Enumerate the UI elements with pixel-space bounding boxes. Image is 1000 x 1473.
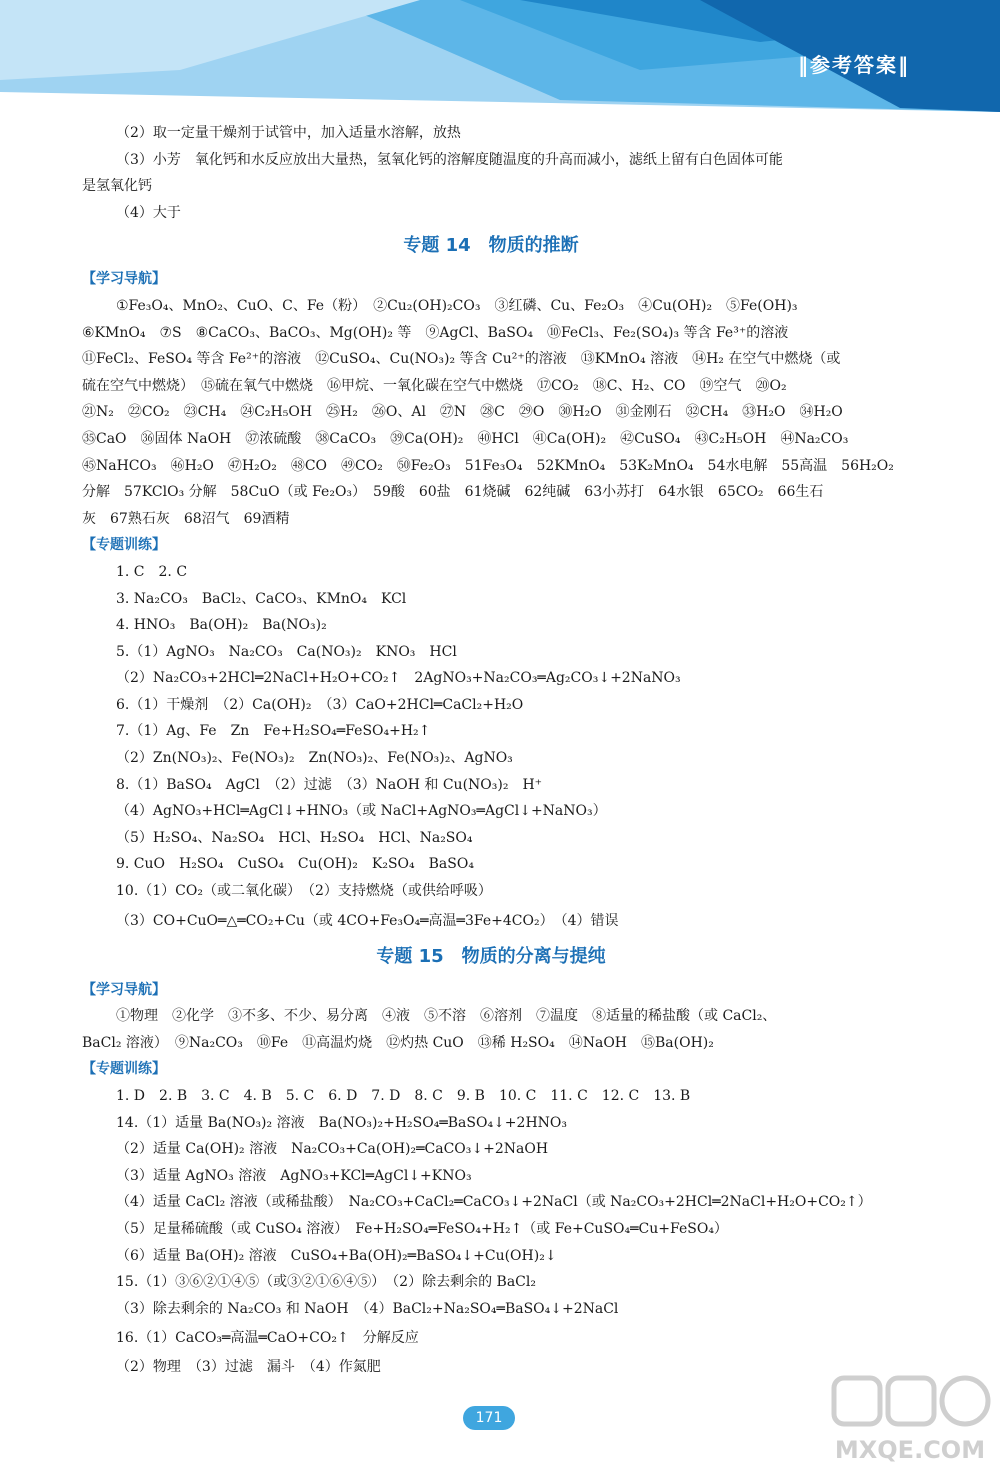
topic15-title: 专题 15 物质的分离与提纯 xyxy=(376,945,606,967)
nav-line: ⑥KMnO₄ ⑦S ⑧CaCO₃、BaCO₃、Mg(OH)₂ 等 ⑨AgCl、BaSO₄ ⑩FeCl₃、Fe₂(SO₄)₃ 等含 Fe³⁺的溶液 xyxy=(82,324,789,341)
topic15-drill-label: 【专题训练】 xyxy=(82,1061,166,1078)
answer-line: （3）CO+CuO═△═CO₂+Cu（或 4CO+Fe₃O₄═高温═3Fe+4CO₂） （4）错误 xyxy=(116,912,619,929)
intro-line: （2）取一定量干燥剂于试管中，加入适量水溶解，放热 xyxy=(116,125,461,141)
answer-line: 6.（1）干燥剂 （2）Ca(OH)₂ （3）CaO+2HCl═CaCl₂+H₂O xyxy=(116,696,524,713)
answer-line: （6）适量 Ba(OH)₂ 溶液 CuSO₄+Ba(OH)₂═BaSO₄↓+Cu(OH)₂↓ xyxy=(116,1247,557,1264)
answer-line: 15.（1）③⑥②①④⑤（或③②①⑥④⑤） （2）除去剩余的 BaCl₂ xyxy=(116,1274,536,1291)
nav-line: ㊺NaHCO₃ ㊻H₂O ㊼H₂O₂ ㊽CO ㊾CO₂ ㊿Fe₂O₃ 51Fe₃O₄ 52KMnO₄ 53K₂MnO₄ 54水电解 55高温 56H₂O₂ xyxy=(82,457,894,474)
watermark-logo xyxy=(828,1372,993,1470)
topic14-nav-label: 【学习导航】 xyxy=(82,271,166,288)
answer-line: （3）适量 AgNO₃ 溶液 AgNO₃+KCl═AgCl↓+KNO₃ xyxy=(116,1167,472,1184)
nav-line: ㉟CaO ㊱固体 NaOH ㊲浓硫酸 ㊳CaCO₃ ㊴Ca(OH)₂ ㊵HCl ㊶Ca(OH)₂ ㊷CuSO₄ ㊸C₂H₅OH ㊹Na₂CO₃ xyxy=(82,430,849,447)
answer-line: 5.（1）AgNO₃ Na₂CO₃ Ca(NO₃)₂ KNO₃ HCl xyxy=(116,643,457,660)
nav-line: 灰 67熟石灰 68沼气 69酒精 xyxy=(82,510,290,527)
nav-line: 分解 57KClO₃ 分解 58CuO（或 Fe₂O₃） 59酸 60盐 61烧碱 62纯碱 63小苏打 64水银 65CO₂ 66生石 xyxy=(82,484,824,501)
nav-line: ㉑N₂ ㉒CO₂ ㉓CH₄ ㉔C₂H₅OH ㉕H₂ ㉖O、Al ㉗N ㉘C ㉙O ㉚H₂O ㉛金刚石 ㉜CH₄ ㉝H₂O ㉞H₂O xyxy=(82,404,843,421)
nav-line: ①物理 ②化学 ③不多、不少、易分离 ④液 ⑤不溶 ⑥溶剂 ⑦温度 ⑧适量的稀盐酸（或 CaCl₂、 xyxy=(116,1008,777,1025)
nav-line: ①Fe₃O₄、MnO₂、CuO、C、Fe（粉） ②Cu₂(OH)₂CO₃ ③红磷、Cu、Fe₂O₃ ④Cu(OH)₂ ⑤Fe(OH)₃ xyxy=(116,297,798,314)
topic14-title: 专题 14 物质的推断 xyxy=(403,235,579,257)
nav-line: 硫在空气中燃烧） ⑮硫在氧气中燃烧 ⑯甲烷、一氧化碳在空气中燃烧 ⑰CO₂ ⑱C、H₂、CO ⑲空气 ⑳O₂ xyxy=(82,377,787,394)
intro-line: （4）大于 xyxy=(116,204,181,221)
answer-line: 8.（1）BaSO₄ AgCl （2）过滤 （3）NaOH 和 Cu(NO₃)₂ H⁺ xyxy=(116,776,543,793)
answer-line: （3）除去剩余的 Na₂CO₃ 和 NaOH （4）BaCl₂+Na₂SO₄═BaSO₄↓+2NaCl xyxy=(116,1300,619,1317)
nav-line: BaCl₂ 溶液） ⑨Na₂CO₃ ⑩Fe ⑪高温灼烧 ⑫灼热 CuO ⑬稀 H₂SO₄ ⑭NaOH ⑮Ba(OH)₂ xyxy=(82,1034,714,1051)
topic15-nav-label: 【学习导航】 xyxy=(82,981,166,998)
answer-line: 4. HNO₃ Ba(OH)₂ Ba(NO₃)₂ xyxy=(116,617,327,634)
page-number: 171 xyxy=(463,1406,515,1430)
answer-line: 1. C 2. C xyxy=(116,563,188,580)
section-label: ‖参考答案‖ xyxy=(798,53,910,77)
nav-line: ⑪FeCl₂、FeSO₄ 等含 Fe²⁺的溶液 ⑫CuSO₄、Cu(NO₃)₂ 等含 Cu²⁺的溶液 ⑬KMnO₄ 溶液 ⑭H₂ 在空气中燃烧（或 xyxy=(82,351,841,368)
answer-line: （2）Zn(NO₃)₂、Fe(NO₃)₂ Zn(NO₃)₂、Fe(NO₃)₂、AgNO₃ xyxy=(116,750,513,767)
answer-line: （5）足量稀硫酸（或 CuSO₄ 溶液） Fe+H₂SO₄═FeSO₄+H₂↑（或 Fe+CuSO₄═Cu+FeSO₄） xyxy=(116,1220,728,1237)
answer-line: 10.（1）CO₂（或二氧化碳） （2）支持燃烧（或供给呼吸） xyxy=(116,883,492,900)
answer-line: （5）H₂SO₄、Na₂SO₄ HCl、H₂SO₄ HCl、Na₂SO₄ xyxy=(116,829,473,846)
answer-line: （4）AgNO₃+HCl═AgCl↓+HNO₃（或 NaCl+AgNO₃═AgCl↓+NaNO₃） xyxy=(116,803,607,820)
answer-line: 3. Na₂CO₃ BaCl₂、CaCO₃、KMnO₄ KCl xyxy=(116,590,407,607)
answer-line: 7.（1）Ag、Fe Zn Fe+H₂SO₄═FeSO₄+H₂↑ xyxy=(116,723,431,740)
topic14-drill-label: 【专题训练】 xyxy=(82,537,166,554)
answer-line: （2）Na₂CO₃+2HCl═2NaCl+H₂O+CO₂↑ 2AgNO₃+Na₂CO₃═Ag₂CO₃↓+2NaNO₃ xyxy=(116,670,681,687)
svg-text:MXQE.COM: MXQE.COM xyxy=(834,1436,986,1464)
intro-line: （3）小芳 氧化钙和水反应放出大量热，氢氧化钙的溶解度随温度的升高而减小，滤纸上留有白色固体可能 xyxy=(116,151,783,168)
intro-line: 是氢氧化钙 xyxy=(82,178,152,195)
page-content xyxy=(82,120,900,1381)
answer-line: 16.（1）CaCO₃═高温═CaO+CO₂↑ 分解反应 xyxy=(116,1330,419,1347)
answer-line: 14.（1）适量 Ba(NO₃)₂ 溶液 Ba(NO₃)₂+H₂SO₄═BaSO₄↓+2HNO₃ xyxy=(116,1114,567,1131)
answer-line: 9. CuO H₂SO₄ CuSO₄ Cu(OH)₂ K₂SO₄ BaSO₄ xyxy=(116,856,474,873)
answer-line: （2）物理 （3）过滤 漏斗 （4）作氮肥 xyxy=(116,1359,381,1376)
answer-line: （4）适量 CaCl₂ 溶液（或稀盐酸） Na₂CO₃+CaCl₂═CaCO₃↓+2NaCl（或 Na₂CO₃+2HCl═2NaCl+H₂O+CO₂↑） xyxy=(116,1194,872,1211)
answer-line: （2）适量 Ca(OH)₂ 溶液 Na₂CO₃+Ca(OH)₂═CaCO₃↓+2NaOH xyxy=(116,1141,549,1158)
answer-line: 1. D 2. B 3. C 4. B 5. C 6. D 7. D 8. C 9. B 10. C 11. C 12. C 13. B xyxy=(116,1088,691,1104)
